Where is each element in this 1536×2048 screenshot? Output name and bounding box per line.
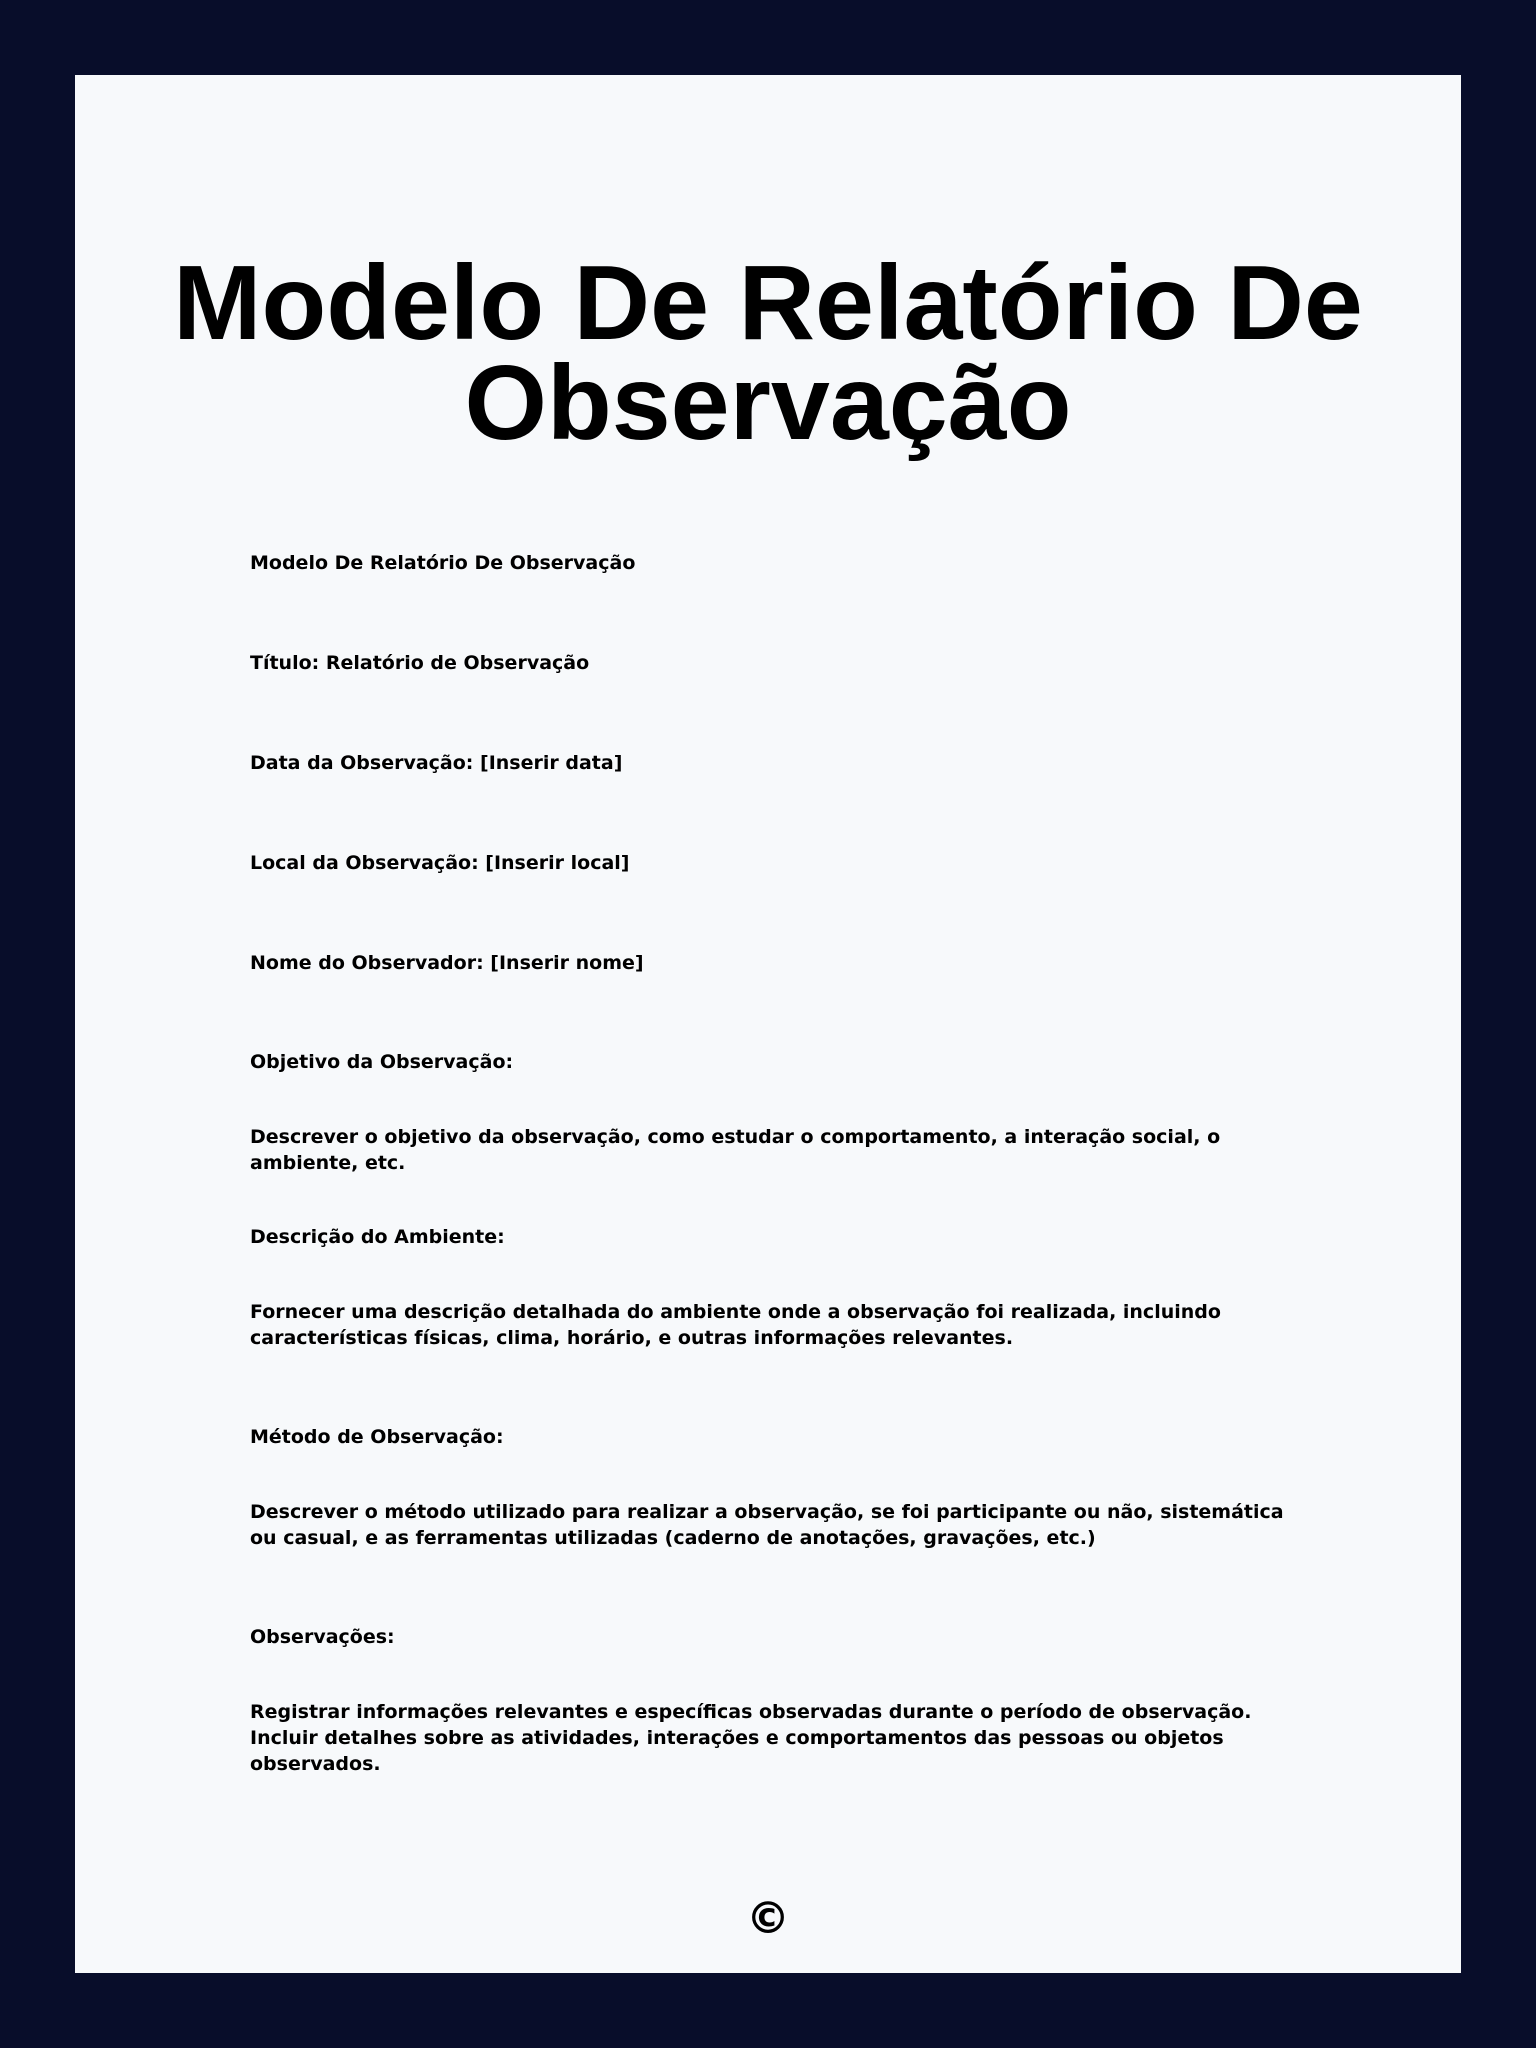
page-title: Modelo De Relatório De Observação [173,244,1363,462]
objective-label: Objetivo da Observação: [250,1051,514,1073]
objective-text: Descrever o objetivo da observação, como estudar o comportamento, a interação social, o ambiente, etc. [250,1126,1221,1174]
document-page [75,75,1461,1973]
observations-label: Observações: [250,1626,395,1648]
method-label: Método de Observação: [250,1426,504,1448]
environment-label: Descrição do Ambiente: [250,1226,505,1248]
document-heading: Modelo De Relatório De Observação [250,552,636,574]
copyright-icon: © [746,1893,790,1944]
environment-text: Fornecer uma descrição detalhada do ambiente onde a observação foi realizada, incluindo características físicas, clima, horário, e outras informações relevantes. [250,1301,1221,1349]
location-field: Local da Observação: [Inserir local] [250,852,630,874]
date-field: Data da Observação: [Inserir data] [250,752,623,774]
method-text: Descrever o método utilizado para realizar a observação, se foi participante ou não, sistemática ou casual, e as ferramentas utilizadas (caderno de anotações, gravações, etc.) [250,1501,1284,1549]
observations-text: Registrar informações relevantes e específicas observadas durante o período de observação. Incluir detalhes sobre as atividades, interações e comportamentos das pessoas ou objetos observados. [250,1701,1252,1775]
observer-field: Nome do Observador: [Inserir nome] [250,952,644,974]
title-field: Título: Relatório de Observação [250,652,590,674]
